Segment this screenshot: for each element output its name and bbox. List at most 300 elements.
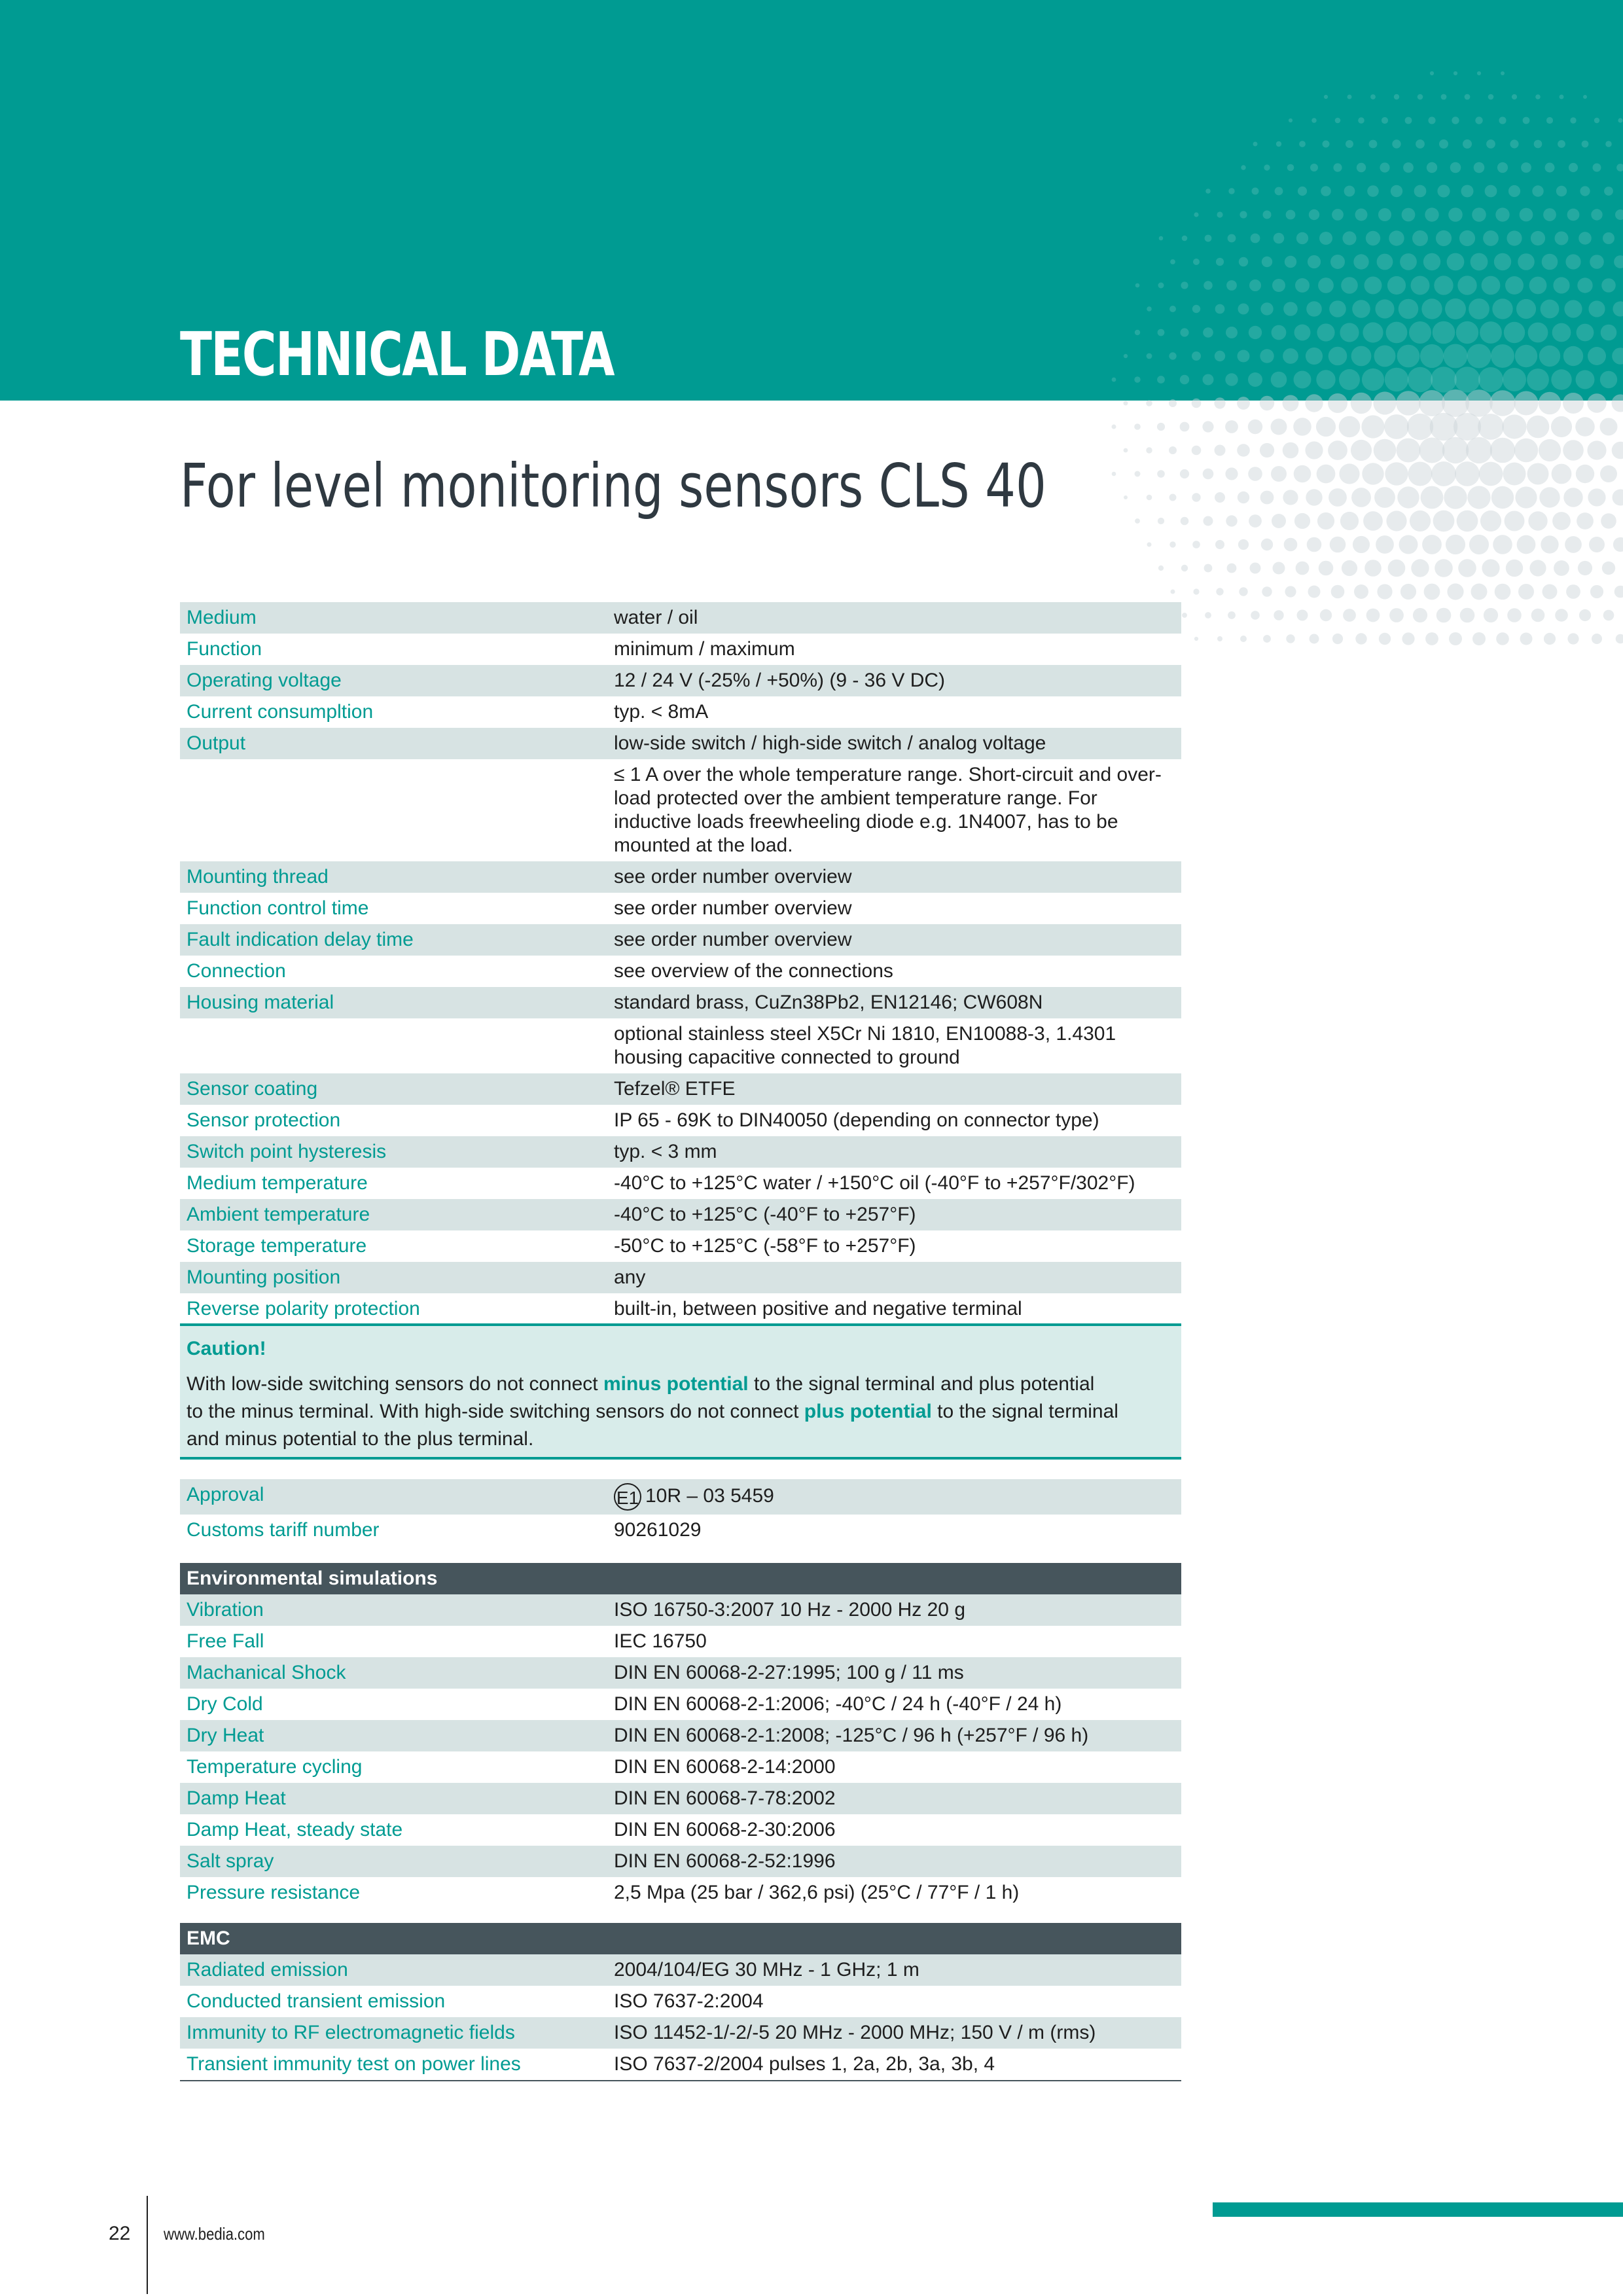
table-row: [180, 1877, 1181, 1909]
row-label: Free Fall: [187, 1630, 264, 1652]
decorative-dot: [1442, 437, 1469, 463]
decorative-dot: [1466, 437, 1492, 463]
row-label: Transient immunity test on power lines: [187, 2053, 521, 2075]
caution-text-3: and minus potential to the plus terminal.: [187, 1428, 534, 1450]
decorative-dot: [1384, 414, 1409, 439]
table-row: [180, 2017, 1181, 2049]
row-label: Sensor protection: [187, 1109, 341, 1131]
row-value: optional stainless steel X5Cr Ni 1810, EN10088-3, 1.4301 housing capacitive connected to ground: [614, 1023, 1116, 1068]
environmental-heading: Environmental simulations: [180, 1563, 1181, 1594]
decorative-dot: [1616, 634, 1623, 644]
row-value: -40°C to +125°C (-40°F to +257°F): [614, 1204, 916, 1225]
row-label: Damp Heat, steady state: [187, 1819, 403, 1840]
decorative-dot: [1490, 438, 1516, 463]
footer-url: www.bedia.com: [164, 2224, 265, 2244]
row-label: Conducted transient emission: [187, 1990, 446, 2012]
decorative-dot: [1496, 632, 1509, 645]
row-label: Immunity to RF electromagnetic fields: [187, 2022, 515, 2043]
decorative-dot: [1507, 608, 1522, 622]
decorative-dot: [1262, 586, 1272, 596]
decorative-dot: [1261, 539, 1273, 550]
decorative-dot: [1286, 634, 1294, 643]
decorative-dot: [1204, 516, 1213, 526]
decorative-dot: [1575, 417, 1595, 437]
table-row: [180, 1954, 1181, 1986]
decorative-dot: [1590, 585, 1603, 598]
decorative-dot: [1228, 611, 1236, 619]
row-label: Current consumpltion: [187, 701, 374, 723]
decorative-dot: [1410, 511, 1431, 531]
row-label: Connection: [187, 960, 286, 982]
decorative-dot: [1493, 535, 1512, 554]
decorative-dot: [1601, 513, 1616, 529]
decorative-dot: [1239, 587, 1247, 596]
decorative-dot: [1193, 588, 1199, 594]
decorative-dot: [1240, 636, 1247, 642]
decorative-dot: [1366, 609, 1380, 622]
decorative-dot: [1260, 491, 1274, 505]
decorative-dot: [1250, 563, 1261, 574]
decorative-dot: [1343, 609, 1356, 622]
decorative-dot: [1587, 440, 1606, 459]
decorative-dot: [1421, 486, 1444, 509]
caution-text: [187, 1371, 1175, 1453]
row-label: Dry Cold: [187, 1693, 263, 1715]
decorative-dot: [1192, 493, 1200, 501]
row-label: [180, 759, 614, 861]
decorative-dot: [1169, 541, 1175, 547]
table-row: [180, 1689, 1181, 1720]
decorative-dot: [1202, 421, 1213, 432]
row-value: built-in, between positive and negative terminal: [614, 1298, 1022, 1319]
row-value: typ. < 8mA: [614, 701, 709, 723]
decorative-dot: [1135, 518, 1140, 524]
decorative-dot: [1339, 416, 1361, 438]
decorative-dot: [1294, 465, 1311, 483]
caution-title: Caution!: [187, 1338, 266, 1359]
approval-number: 10R – 03 5459: [645, 1484, 774, 1507]
row-label: Sensor coating: [187, 1078, 318, 1100]
decorative-dot: [1397, 486, 1419, 508]
decorative-dot: [1411, 559, 1429, 577]
table-row: [180, 1720, 1181, 1751]
decorative-dot: [1146, 400, 1152, 406]
decorative-dot: [1472, 632, 1486, 645]
decorative-dot: [1225, 420, 1238, 433]
decorative-dot: [1552, 464, 1572, 484]
table-row: [180, 924, 1181, 956]
decorative-dot: [1413, 608, 1427, 622]
decorative-dot: [1248, 467, 1262, 481]
decorative-dot: [1566, 584, 1580, 599]
decorative-dot: [1527, 416, 1550, 439]
caution-box: [180, 1323, 1181, 1460]
row-value: see overview of the connections: [614, 960, 893, 982]
decorative-dot: [1238, 492, 1249, 503]
table-row: [180, 1136, 1181, 1168]
row-label: Salt spray: [187, 1850, 274, 1872]
decorative-dot: [1480, 511, 1501, 531]
row-value: low-side switch / high-side switch / analog voltage: [614, 732, 1046, 754]
row-value: 12 / 24 V (-25% / +50%) (9 - 36 V DC): [614, 670, 946, 691]
decorative-dot: [1192, 446, 1202, 456]
decorative-dot: [1518, 584, 1534, 600]
decorative-dot: [1293, 418, 1311, 436]
table-row: [180, 759, 1181, 861]
decorative-dot: [1134, 423, 1141, 430]
row-value: any: [614, 1266, 646, 1288]
decorative-dot: [1543, 584, 1558, 600]
table-row: [180, 893, 1181, 924]
decorative-dot: [1169, 446, 1177, 454]
decorative-dot: [1517, 535, 1536, 554]
decorative-dot: [1603, 610, 1614, 621]
decorative-dot: [1316, 417, 1336, 437]
decorative-dot: [1351, 488, 1371, 507]
customs-row: [180, 1515, 1181, 1546]
decorative-dot: [1377, 584, 1392, 599]
row-label: Machanical Shock: [187, 1662, 346, 1683]
decorative-dot: [1577, 512, 1594, 529]
decorative-dot: [1600, 418, 1618, 436]
decorative-dot: [1310, 634, 1319, 644]
decorative-dot: [1460, 608, 1475, 623]
decorative-dot: [1331, 585, 1345, 599]
row-label: Temperature cycling: [187, 1756, 363, 1778]
table-row: [180, 1846, 1181, 1877]
row-label: Medium temperature: [187, 1172, 368, 1194]
page-heading: TECHNICAL DATA: [180, 319, 614, 389]
row-label: Storage temperature: [187, 1235, 367, 1257]
decorative-dot: [1285, 586, 1296, 597]
decorative-dot: [1124, 448, 1128, 453]
decorative-dot: [1425, 632, 1438, 645]
decorative-dot: [1446, 535, 1465, 554]
decorative-dot: [1297, 610, 1308, 621]
decorative-dot: [1454, 413, 1481, 440]
row-value: ≤ 1 A over the whole temperature range. Short-circuit and over-load protected over the ambient temperature range. For inductive loads freewheeling diode e.g. 1N4007, has to be mounted at the load.: [614, 764, 1162, 856]
row-value: standard brass, CuZn38Pb2, EN12146; CW608N: [614, 992, 1043, 1013]
decorative-dot: [1520, 633, 1533, 645]
table-row: [180, 1751, 1181, 1783]
decorative-dot: [1374, 439, 1397, 462]
decorative-dot: [1157, 423, 1165, 431]
decorative-dot: [1467, 486, 1490, 509]
decorative-dot: [1364, 560, 1382, 577]
decorative-dot: [1478, 414, 1504, 440]
decorative-dot: [1419, 438, 1445, 463]
decorative-dot: [1552, 512, 1571, 530]
table-row: [180, 1783, 1181, 1814]
row-label: Reverse polarity protection: [187, 1298, 420, 1319]
decorative-dot: [1260, 443, 1274, 457]
row-value: 2,5 Mpa (25 bar / 362,6 psi) (25°C / 77°F / 1 h): [614, 1882, 1020, 1903]
decorative-dot: [1271, 419, 1287, 435]
decorative-dot: [1217, 636, 1222, 641]
decorative-dot: [1204, 564, 1213, 573]
row-label: Mounting thread: [187, 866, 329, 888]
decorative-dot: [1422, 535, 1442, 554]
approval-table: [180, 1479, 1181, 1546]
emc-heading: EMC: [180, 1923, 1181, 1954]
row-value: IEC 16750: [614, 1630, 707, 1652]
table-row: [180, 1199, 1181, 1230]
decorative-dot: [1339, 463, 1359, 484]
decorative-dot: [1251, 611, 1260, 620]
decorative-dot: [1205, 612, 1211, 619]
decorative-dot: [1317, 512, 1334, 529]
product-subtitle: For level monitoring sensors CLS 40: [180, 451, 1046, 521]
decorative-dot: [1263, 635, 1271, 643]
decorative-dot: [1402, 632, 1414, 645]
decorative-dot: [1614, 586, 1623, 598]
decorative-dot: [1449, 632, 1462, 645]
decorative-dot: [1455, 461, 1480, 486]
decorative-dot: [1317, 465, 1336, 484]
decorative-dot: [1147, 495, 1152, 501]
row-label: [180, 1018, 614, 1073]
table-row: [180, 956, 1181, 987]
decorative-dot: [1169, 494, 1177, 501]
decorative-dot: [1146, 447, 1152, 453]
decorative-dot: [1479, 462, 1503, 486]
decorative-dot: [1484, 608, 1498, 622]
row-label: Function control time: [187, 897, 369, 919]
decorative-dot: [1307, 537, 1322, 552]
customs-value: 90261029: [614, 1519, 702, 1541]
decorative-dot: [1554, 560, 1569, 576]
decorative-dot: [1397, 439, 1421, 463]
decorative-dot: [1613, 537, 1623, 552]
decorative-dot: [1362, 463, 1383, 484]
decorative-dot: [1589, 537, 1605, 552]
decorative-dot: [1386, 511, 1406, 531]
row-value: DIN EN 60068-2-27:1995; 100 g / 11 ms: [614, 1662, 964, 1683]
table-row: [180, 1073, 1181, 1105]
decorative-dot: [1495, 584, 1511, 600]
decorative-dot: [1502, 414, 1526, 439]
table-row: [180, 1657, 1181, 1689]
decorative-dot: [1182, 613, 1187, 618]
decorative-dot: [1181, 565, 1188, 571]
caution-text-1b: to the signal terminal and plus potential: [748, 1373, 1095, 1395]
decorative-dot: [1576, 465, 1594, 483]
row-value: DIN EN 60068-2-1:2006; -40°C / 24 h (-40°F / 24 h): [614, 1693, 1062, 1715]
decorative-dot: [1389, 608, 1404, 622]
decorative-dot: [1531, 609, 1545, 622]
decorative-dot: [1124, 401, 1128, 406]
decorative-dot: [1567, 633, 1578, 644]
decorative-dot: [1457, 511, 1478, 532]
decorative-dot: [1399, 535, 1418, 554]
decorative-dot: [1400, 584, 1416, 600]
decorative-dot: [1458, 559, 1476, 577]
decorative-dot: [1376, 535, 1394, 554]
decorative-dot: [1354, 584, 1368, 599]
decorative-dot: [1471, 584, 1488, 600]
row-value: DIN EN 60068-2-30:2006: [614, 1819, 836, 1840]
table-row: [180, 1626, 1181, 1657]
row-value: minimum / maximum: [614, 638, 795, 660]
row-label: Switch point hysteresis: [187, 1141, 387, 1162]
decorative-dot: [1600, 465, 1617, 482]
approval-row: [180, 1479, 1181, 1515]
decorative-dot: [1351, 440, 1372, 461]
decorative-dot: [1296, 562, 1310, 575]
row-label: Housing material: [187, 992, 334, 1013]
row-label: Operating voltage: [187, 670, 342, 691]
decorative-dot: [1249, 514, 1262, 528]
decorative-dot: [1158, 565, 1164, 571]
e1-approval-mark-icon: E1: [614, 1483, 641, 1511]
decorative-dot: [1340, 512, 1359, 530]
table-row: [180, 1168, 1181, 1199]
table-row: [180, 861, 1181, 893]
decorative-dot: [1305, 441, 1323, 459]
decorative-dot: [1248, 420, 1262, 434]
row-value: DIN EN 60068-2-52:1996: [614, 1850, 836, 1872]
decorative-dot: [1592, 634, 1602, 644]
emc-table: [180, 1923, 1181, 2081]
decorative-dot: [1353, 536, 1370, 553]
decorative-dot: [1563, 488, 1582, 507]
caution-text-2a: to the minus terminal. With high-side switching sensors do not connect: [187, 1401, 804, 1422]
decorative-dot: [1613, 490, 1623, 506]
decorative-dot: [1203, 469, 1214, 480]
decorative-dot: [1529, 560, 1546, 576]
decorative-dot: [1430, 413, 1458, 441]
decorative-dot: [1435, 559, 1453, 577]
decorative-dot: [1379, 633, 1391, 645]
decorative-dot: [1272, 514, 1286, 528]
decorative-dot: [1361, 415, 1384, 438]
decorative-dot: [1225, 467, 1238, 480]
decorative-dot: [1433, 511, 1455, 532]
decorative-dot: [1541, 535, 1558, 553]
row-value: ISO 7637-2:2004: [614, 1990, 764, 2012]
row-value: ISO 16750-3:2007 10 Hz - 2000 Hz 20 g: [614, 1599, 966, 1621]
decorative-dot: [1482, 559, 1499, 577]
decorative-dot: [1506, 560, 1523, 577]
decorative-dot: [1124, 495, 1128, 499]
footer-accent-bar: [1213, 2202, 1623, 2217]
decorative-dot: [1171, 590, 1175, 594]
row-label: Mounting position: [187, 1266, 341, 1288]
decorative-dot: [1112, 472, 1116, 476]
approval-label: Approval: [187, 1484, 264, 1505]
decorative-dot: [1431, 461, 1456, 486]
row-label: Vibration: [187, 1599, 264, 1621]
decorative-dot: [1491, 486, 1514, 509]
row-value: see order number overview: [614, 866, 852, 888]
customs-label: Customs tariff number: [187, 1519, 380, 1541]
decorative-dot: [1407, 414, 1433, 440]
decorative-dot: [1565, 536, 1582, 553]
decorative-dot: [1363, 511, 1383, 531]
decorative-dot: [1385, 462, 1408, 485]
decorative-dot: [1514, 439, 1538, 462]
decorative-dot: [1227, 564, 1237, 573]
decorative-dot: [1284, 538, 1298, 552]
row-label: Function: [187, 638, 262, 660]
decorative-dot: [1447, 583, 1463, 600]
decorative-dot: [1158, 518, 1164, 524]
decorative-dot: [1180, 469, 1189, 478]
decorative-dot: [1551, 416, 1572, 437]
row-label: Fault indication delay time: [187, 929, 414, 950]
decorative-dot: [1578, 561, 1592, 575]
decorative-dot: [1237, 444, 1250, 457]
row-label: Output: [187, 732, 246, 754]
row-label: Medium: [187, 607, 257, 628]
decorative-dot: [1271, 466, 1287, 482]
row-value: see order number overview: [614, 929, 852, 950]
row-value: DIN EN 60068-2-14:2000: [614, 1756, 836, 1778]
decorative-dot: [1355, 633, 1366, 644]
table-row: [180, 1594, 1181, 1626]
decorative-dot: [1274, 610, 1283, 620]
decorative-dot: [1329, 488, 1347, 507]
decorative-dot: [1330, 537, 1346, 553]
caution-text-1a: With low-side switching sensors do not connect: [187, 1373, 603, 1395]
decorative-dot: [1588, 488, 1605, 506]
table-row: [180, 1986, 1181, 2017]
decorative-dot: [1555, 609, 1568, 622]
row-value: ISO 11452-1/-2/-5 20 MHz - 2000 MHz; 150 V / m (rms): [614, 2022, 1096, 2043]
row-value: -50°C to +125°C (-58°F to +257°F): [614, 1235, 916, 1257]
decorative-dot: [1238, 539, 1249, 550]
decorative-dot: [1602, 562, 1615, 575]
decorative-dot: [1328, 440, 1347, 460]
page-number: 22: [109, 2223, 131, 2244]
decorative-dot: [1226, 515, 1237, 526]
decorative-dot: [1342, 560, 1357, 576]
decorative-dot: [1436, 608, 1452, 623]
table-row: [180, 1018, 1181, 1073]
environmental-table: [180, 1563, 1181, 1909]
decorative-dot: [1308, 586, 1321, 598]
decorative-dot: [1544, 633, 1556, 645]
table-row: [180, 665, 1181, 696]
row-value: -40°C to +125°C water / +150°C oil (-40°F to +257°F/302°F): [614, 1172, 1135, 1194]
decorative-dot: [1539, 487, 1560, 507]
table-row: [180, 987, 1181, 1018]
table-row: [180, 696, 1181, 728]
decorative-dot: [1112, 425, 1116, 429]
caution-highlight-plus: plus potential: [804, 1401, 932, 1422]
decorative-dot: [1539, 439, 1561, 461]
table-row: [180, 2049, 1181, 2080]
table-row: [180, 602, 1181, 634]
row-value: DIN EN 60068-2-1:2008; -125°C / 96 h (+257°F / 96 h): [614, 1725, 1089, 1746]
row-label: Damp Heat: [187, 1787, 286, 1809]
decorative-dot: [1192, 541, 1200, 548]
decorative-dot: [1180, 422, 1190, 432]
decorative-dot: [1505, 511, 1525, 531]
caution-text-2b: to the signal terminal: [931, 1401, 1118, 1422]
row-value: 2004/104/EG 30 MHz - 1 GHz; 1 m: [614, 1959, 919, 1981]
row-label: Pressure resistance: [187, 1882, 361, 1903]
decorative-dot: [1528, 511, 1547, 530]
decorative-dot: [1283, 442, 1299, 459]
table-row: [180, 1814, 1181, 1846]
row-value: water / oil: [614, 607, 698, 628]
decorative-dot: [1157, 470, 1165, 478]
table-row: [180, 728, 1181, 759]
decorative-dot: [1332, 634, 1343, 644]
decorative-dot: [1388, 560, 1406, 577]
decorative-dot: [1181, 517, 1189, 526]
